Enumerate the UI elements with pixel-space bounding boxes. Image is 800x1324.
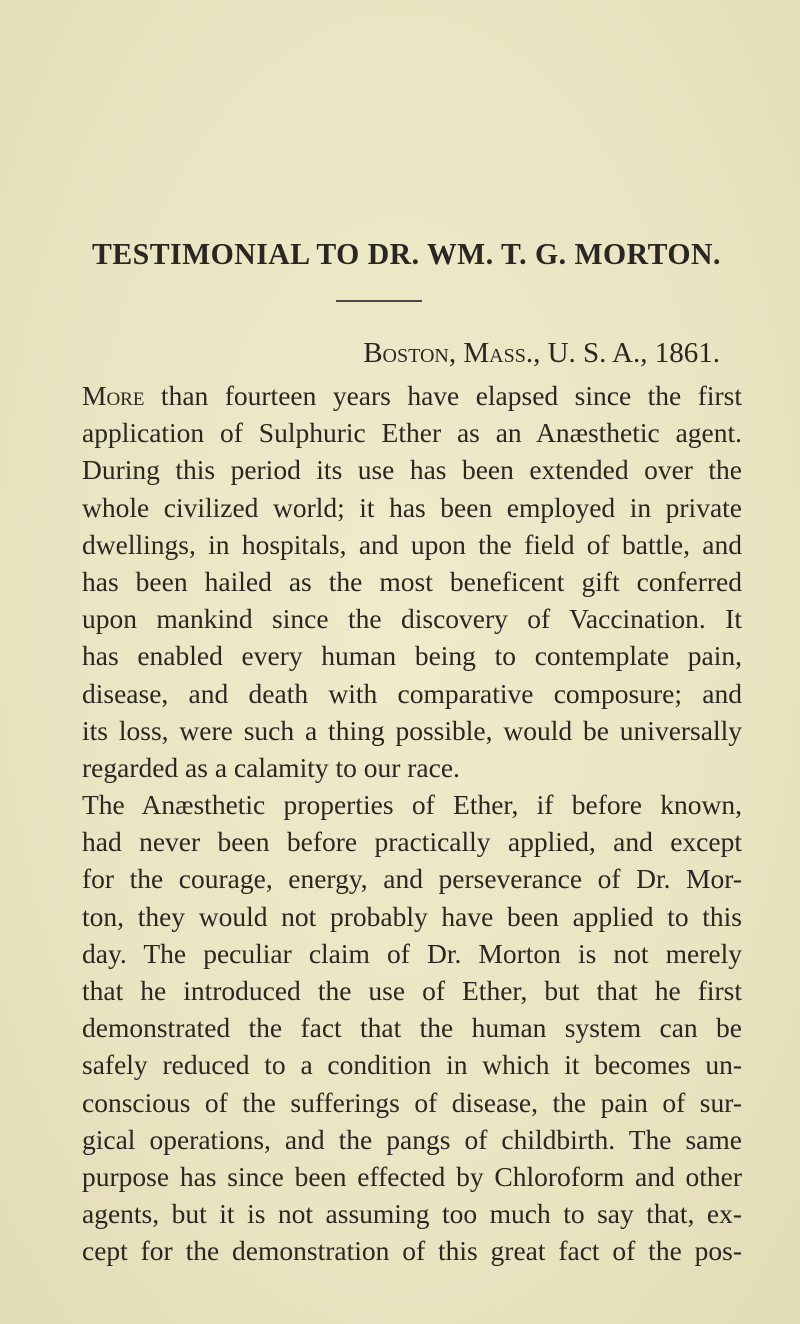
text-line: conscious of the sufferings of disease, the pain of sur- [82,1086,742,1118]
text-line: More than fourteen years have elapsed since the first [82,380,742,411]
text-line: safely reduced to a condition in which it becomes un- [82,1049,742,1081]
text-line: cept for the demonstration of this great fact of the pos- [82,1235,742,1267]
text-line: had never been before practically applied, and except [82,826,742,858]
page-title: TESTIMONIAL TO DR. WM. T. G. MORTON. [92,236,721,271]
text-line: dwellings, in hospitals, and upon the field of battle, and [82,528,742,560]
text-line: ton, they would not probably have been applied to this [82,900,742,932]
text-line: agents, but it is not assuming too much to say that, ex- [82,1198,742,1230]
body-text [82,377,742,1270]
dateline: Boston, Mass., U. S. A., 1861. [363,337,720,369]
text-line: purpose has since been effected by Chloroform and other [82,1160,742,1192]
lead-word: More [82,380,145,411]
text-line: gical operations, and the pangs of childbirth. The same [82,1123,742,1155]
text-line: has been hailed as the most beneficent gift conferred [82,565,742,597]
text-line: day. The peculiar claim of Dr. Morton is not merely [82,937,742,969]
text-line: whole civilized world; it has been employed in private [82,491,742,523]
text-line: demonstrated the fact that the human system can be [82,1012,742,1044]
text-line: for the courage, energy, and perseverance of Dr. Mor- [82,863,742,895]
text-line: application of Sulphuric Ether as an Anæsthetic agent. [82,417,742,449]
text-line: upon mankind since the discovery of Vaccination. It [82,603,742,635]
text-line: has enabled every human being to contemplate pain, [82,640,742,672]
text-line: The Anæsthetic properties of Ether, if before known, [82,789,742,821]
title-divider [336,300,422,302]
text-line: During this period its use has been extended over the [82,454,742,486]
text-line: that he introduced the use of Ether, but that he first [82,975,742,1006]
text-line: disease, and death with comparative composure; and [82,677,742,709]
text-line: its loss, were such a thing possible, would be universally [82,714,742,746]
text-line: regarded as a calamity to our race. [82,751,460,783]
